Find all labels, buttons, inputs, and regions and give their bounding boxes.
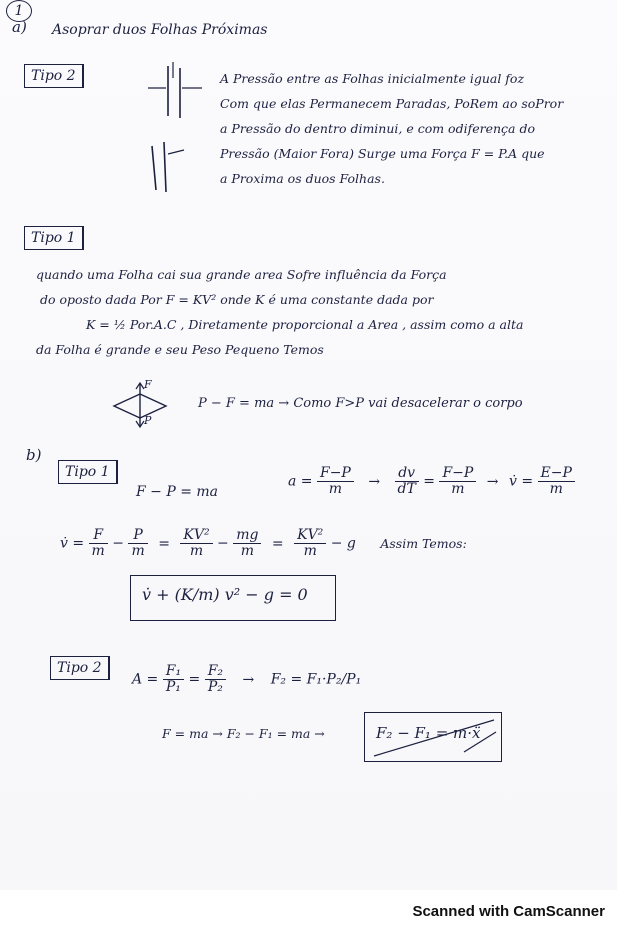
part-a-tipo1-line: quando uma Folha cai sua grande area Sofre influência da Força <box>36 267 447 282</box>
part-a-tipo2-line: a Proxima os duos Folhas. <box>220 171 385 186</box>
tipo2-eq1-f1-den: P₁ <box>165 679 181 695</box>
eq2-den: m <box>328 481 343 497</box>
eq5-f4-num: mg <box>233 528 261 544</box>
part-b-eq1: F − P = ma <box>136 484 219 500</box>
camscanner-watermark: Scanned with CamScanner <box>412 903 605 920</box>
part-b-label: b) <box>26 446 42 464</box>
eq5-f5-den: m <box>303 543 317 559</box>
part-a-tipo1-equation: P − F = ma → Como F>P vai desacelerar o corpo <box>198 396 523 411</box>
eq5-f5-num: KV² <box>294 528 326 544</box>
falling-sheet-diagram <box>110 380 170 430</box>
eq5-f2-den: m <box>131 543 145 559</box>
part-a-tipo1-line: K = ½ Por.A.C , Diretamente proporcional a Area , assim como a alta <box>86 317 524 332</box>
force-f-label: F <box>144 378 152 391</box>
part-b-eq5: v̇ = $\frac{F}{m}$ − $\frac{P}{m}$ = $\frac{\text{KV²}}{m}$ − $\frac{mg}{m}$ = $\frac{\text{KV²}}{m}$ − g Assim Temos: <box>60 527 467 559</box>
eq3-num-left: dv <box>395 466 419 482</box>
part-b-tipo2-eq2: F = ma → F₂ − F₁ = ma → <box>162 726 325 741</box>
part-a-label: a) <box>12 18 27 36</box>
tipo2-result: F₂ − F₁ = m·ẍ <box>376 724 481 742</box>
part-b-tipo2-eq1: A = $\frac{\text{F₁}}{\text{P₁}}$ = $\frac{\text{F₂}}{\text{P₂}}$ → F₂ = F₁·P₂/P₁ <box>132 663 362 695</box>
part-b-tipo1-label: Tipo 1 <box>58 460 118 484</box>
eq5-f4-den: m <box>240 543 254 559</box>
part-a-tipo2-line: A Pressão entre as Folhas inicialmente igual foz <box>220 71 525 86</box>
part-a-tipo2-line: a Pressão do dentro diminui, e com odiferença do <box>220 121 535 136</box>
tipo1-result: v̇ + (K/m) v² − g = 0 <box>142 585 308 604</box>
part-a-title: Asoprar duos Folhas Próximas <box>52 22 268 38</box>
part-b-tipo2-label: Tipo 2 <box>50 656 110 680</box>
part-a-tipo2-label: Tipo 2 <box>24 64 84 88</box>
eq4-lhs: v̇ = <box>508 473 534 490</box>
eq4-den: m <box>549 481 563 497</box>
eq5-tail: − g <box>330 535 356 552</box>
part-a-tipo1-line: da Folha é grande e seu Peso Pequeno Temos <box>36 342 324 357</box>
eq5-f2-num: P <box>128 528 147 544</box>
part-b-eq2: a = $\frac{F-P}{m}$ → $\frac{dv}{dT}$ = $\frac{F-P}{m}$ → v̇ = $\frac{E-P}{m}$ <box>288 466 575 497</box>
weight-p-label: P <box>144 414 152 427</box>
eq5-f1-num: F <box>89 528 108 544</box>
eq3-den-right: m <box>451 481 465 497</box>
part-a-tipo1-label: Tipo 1 <box>24 226 84 250</box>
eq5-lhs: v̇ = <box>60 535 85 552</box>
tipo2-eq1-f2-num: F₂ <box>205 664 226 680</box>
eq4-num: E−P <box>538 466 575 482</box>
sheets-sketch <box>140 58 210 198</box>
tipo2-eq1-rhs: F₂ = F₁·P₂/P₁ <box>270 671 362 688</box>
part-a-tipo2-line: Com que elas Permanecem Paradas, PoRem ao soPror <box>220 96 564 111</box>
tipo2-eq1-lhs: A = <box>132 671 159 688</box>
part-a-tipo1-line: do oposto dada Por F = KV² onde K é uma constante dada por <box>40 292 434 307</box>
assim-temos: Assim Temos: <box>380 535 467 551</box>
tipo2-eq1-f1-num: F₁ <box>163 664 184 680</box>
eq5-f3-num: KV² <box>180 528 212 544</box>
eq2-num: F−P <box>317 466 354 482</box>
tipo2-eq1-f2-den: P₂ <box>207 679 223 695</box>
eq5-f3-den: m <box>189 543 204 559</box>
eq5-f1-den: m <box>91 543 105 559</box>
eq3-num-right: F−P <box>439 466 476 482</box>
part-a-tipo2-line: Pressão (Maior Fora) Surge uma Força F = P.A que <box>220 146 545 161</box>
eq3-den-left: dT <box>397 481 416 497</box>
eq2-lhs: a = <box>288 473 313 490</box>
question-number: 1 <box>6 0 32 22</box>
